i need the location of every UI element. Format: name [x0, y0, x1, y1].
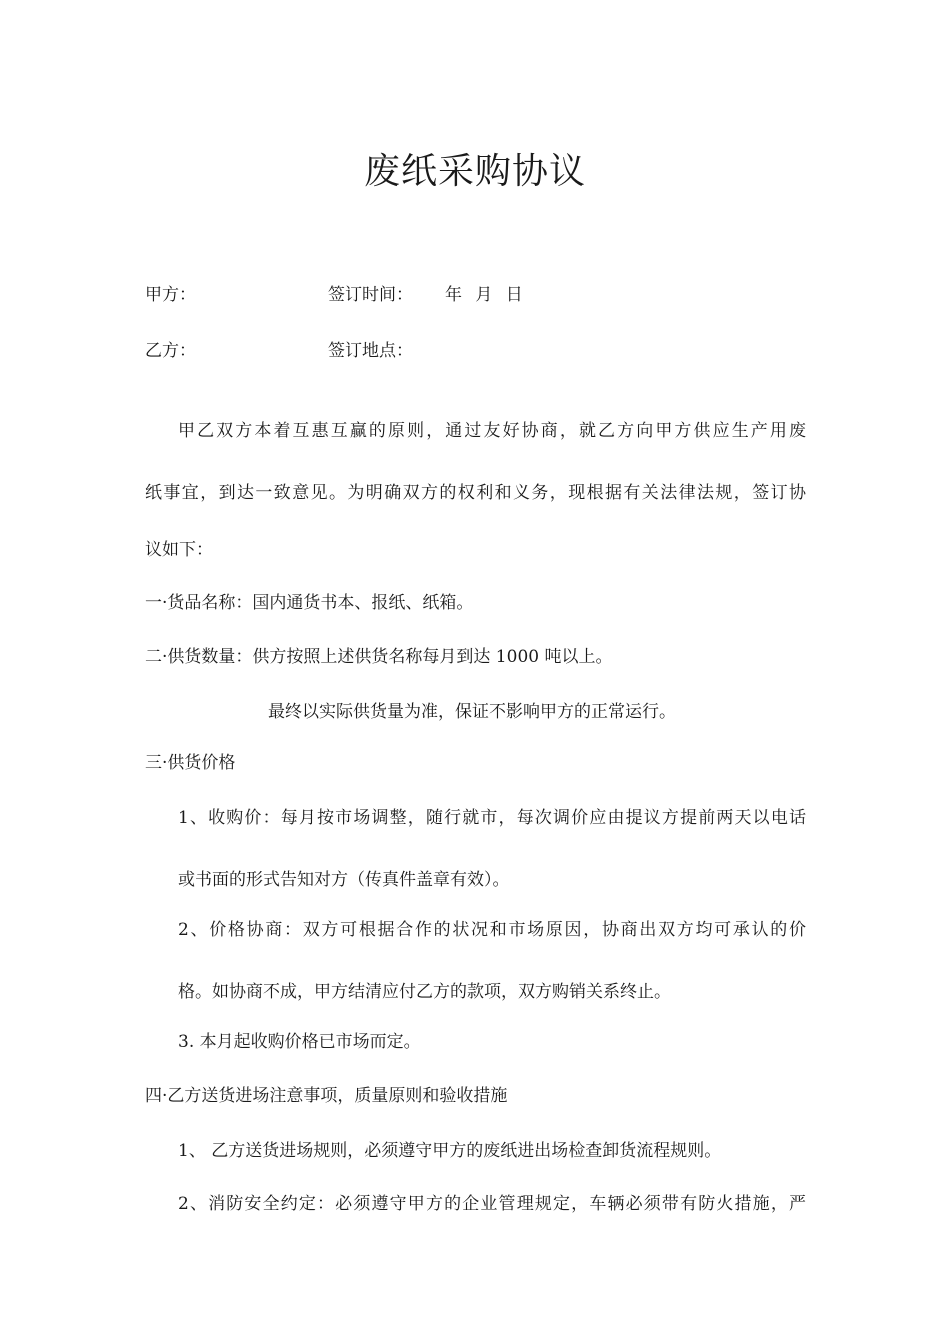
section-3-item-1-line-1: 1、收购价：每月按市场调整，随行就市，每次调价应由提议方提前两天以电话: [178, 808, 806, 828]
intro-line-1: 甲乙双方本着互惠互赢的原则，通过友好协商，就乙方向甲方供应生产用废: [178, 421, 806, 441]
sign-date-placeholder: 年 月 日: [445, 285, 523, 305]
section-3-item-2-line-2: 格。如协商不成，甲方结清应付乙方的款项，双方购销关系终止。: [178, 982, 671, 1002]
section-3-item-2-line-1: 2、价格协商：双方可根据合作的状况和市场原因，协商出双方均可承认的价: [178, 920, 806, 940]
section-4-item-1: 1、 乙方送货进场规则，必须遵守甲方的废纸进出场检查卸货流程规则。: [178, 1141, 722, 1161]
intro-line-2: 纸事宜，到达一致意见。为明确双方的权利和义务，现根据有关法律法规，签订协: [145, 483, 806, 503]
section-2-quantity: 二·供货数量：供方按照上述供货名称每月到达 1000 吨以上。: [145, 647, 613, 667]
sign-place-label: 签订地点：: [328, 341, 413, 361]
section-1-goods-name: 一·货品名称：国内通货书本、报纸、纸箱。: [145, 593, 474, 613]
section-4-item-2-line-1: 2、消防安全约定：必须遵守甲方的企业管理规定，车辆必须带有防火措施，严: [178, 1194, 806, 1214]
party-b-label: 乙方：: [145, 341, 196, 361]
party-a-label: 甲方：: [145, 285, 196, 305]
section-3-heading: 三·供货价格: [145, 753, 236, 773]
section-2-continuation: 最终以实际供货量为准，保证不影响甲方的正常运行。: [268, 702, 676, 722]
intro-line-3: 议如下：: [145, 540, 213, 560]
document-title: 废纸采购协议: [363, 151, 586, 192]
section-3-item-3: 3. 本月起收购价格已市场而定。: [178, 1032, 421, 1052]
section-4-heading: 四·乙方送货进场注意事项，质量原则和验收措施: [145, 1086, 508, 1106]
sign-time-label: 签订时间：: [328, 285, 413, 305]
section-3-item-1-line-2: 或书面的形式告知对方（传真件盖章有效）。: [178, 870, 510, 890]
